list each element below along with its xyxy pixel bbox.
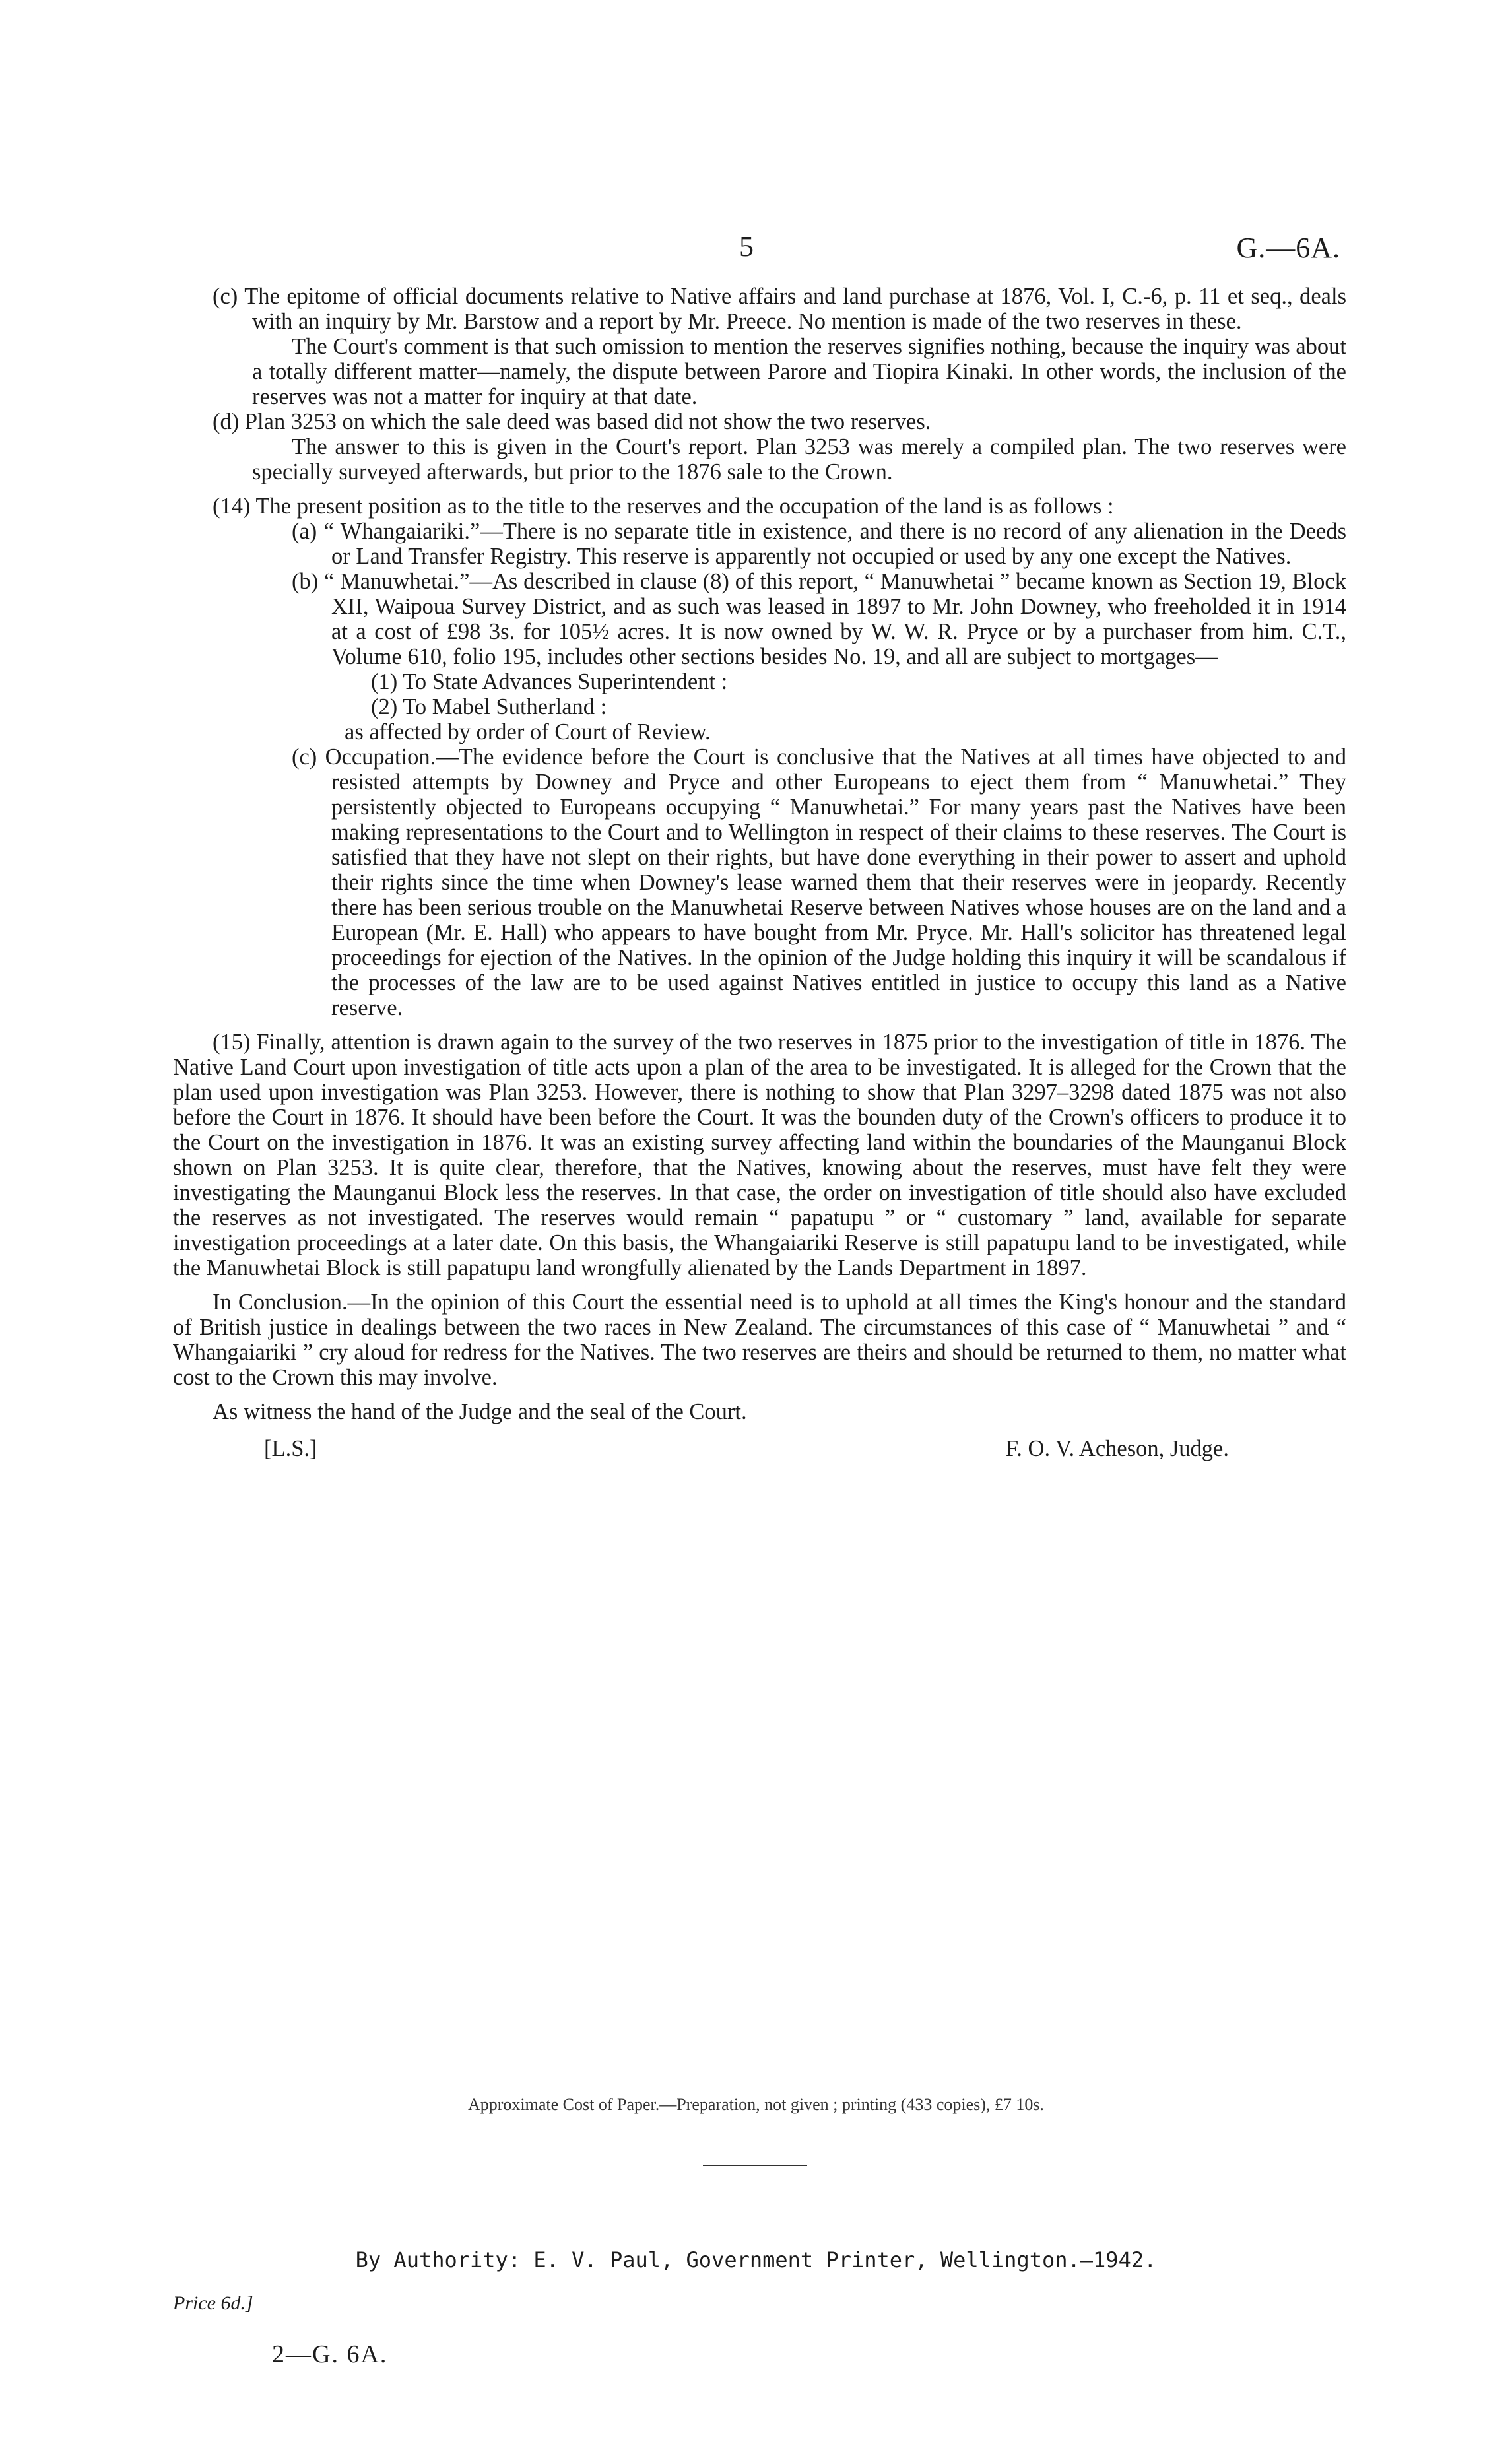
paragraph-14-b: (b) “ Manuwhetai.”—As described in clause (8) of this report, “ Manuwhetai ” became known as Section 19, Block XII, Waipoua Survey District, and as such was leased in 1897 to Mr. John Downey, who freeholded it in 1914 at a cost of £98 3s. for 105½ acres. It is now owned by W. W. R. Pryce or by a purchaser from him. C.T., Volume 610, folio 195, includes other sections besides No. 19, and all are subject to mortgages—	[292, 569, 1346, 669]
clause-d-answer: The answer to this is given in the Court's report. Plan 3253 was merely a compiled plan. The two reserves were specially surveyed afterwards, but prior to the 1876 sale to the Crown.	[252, 434, 1346, 484]
judge-signature: F. O. V. Acheson, Judge.	[1005, 1436, 1229, 1461]
signature-block	[173, 1424, 1346, 1465]
paragraph-15: (15) Finally, attention is drawn again to the survey of the two reserves in 1875 prior to the investigation of title in 1876. The Native Land Court upon investigation of title acts upon a plan of the area to be investigated. It is alleged for the Crown that the plan used upon investigation was Plan 3253. However, there is nothing to show that Plan 3297–3298 dated 1875 was not also before the Court in 1876. It should have been before the Court. It was the bounden duty of the Crown's officers to produce it to the Court on the investigation in 1876. It was an existing survey affecting land within the boundaries of the Maunganui Block shown on Plan 3253. It is quite clear, therefore, that the Natives, knowing about the reserves, must have felt they were investigating the Maunganui Block less the reserves. In that case, the order on investigation of title should also have excluded the reserves as not investigated. The reserves would remain “ papatupu ” or “ customary ” land, available for separate investigation proceedings at a later date. On this basis, the Whangaiariki Reserve is still papatupu land to be investigated, while the Manuwhetai Block is still papatupu land wrongfully alienated by the Lands Department in 1897.	[173, 1030, 1346, 1280]
mortgage-item: (2) To Mabel Sutherland :	[371, 694, 607, 719]
report-body	[173, 284, 1346, 1465]
cost-of-paper: Approximate Cost of Paper.—Preparation, not given ; printing (433 copies), £7 10s.	[467, 2095, 1045, 2114]
paper-reference: G.—6A.	[1236, 232, 1340, 264]
witness-line: As witness the hand of the Judge and the seal of the Court.	[213, 1399, 747, 1424]
seal-mark: [L.S.]	[264, 1436, 317, 1461]
clause-c-epitome: (c) The epitome of official documents relative to Native affairs and land purchase at 1876, Vol. I, C.-6, p. 11 et seq., deals with an inquiry by Mr. Barstow and a report by Mr. Preece. No mention is made of the two reserves in these.	[213, 284, 1346, 334]
printer-authority: By Authority: E. V. Paul, Government Printer, Wellington.—1942.	[355, 2247, 1157, 2272]
page-number: 5	[739, 230, 754, 263]
divider-rule	[703, 2165, 807, 2166]
price-label: Price 6d.]	[173, 2292, 253, 2314]
conclusion-paragraph: In Conclusion.—In the opinion of this Court the essential need is to uphold at all times the King's honour and the standard of British justice in dealings between the two races in New Zealand. The circumstances of this case of “ Manuwhetai ” and “ Whangaiariki ” cry aloud for redress for the Natives. The two reserves are theirs and should be returned to them, no matter what cost to the Crown this may involve.	[173, 1290, 1346, 1390]
paragraph-14-c-occupation: (c) Occupation.—The evidence before the Court is conclusive that the Natives at all times have objected to and resisted attempts by Downey and Pryce and other Europeans to eject them from “ Manuwhetai.” They persistently objected to Europeans occupying “ Manuwhetai.” For many years past the Natives have been making representations to the Court and to Wellington in respect of their claims to these reserves. The Court is satisfied that they have not slept on their rights, but have done everything in their power to assert and uphold their rights since the time when Downey's lease warned them that their reserves were in jeopardy. Recently there has been serious trouble on the Manuwhetai Reserve between Natives whose houses are on the land and a European (Mr. E. Hall) who appears to have bought from Mr. Pryce. Mr. Hall's solicitor has threatened legal proceedings for ejection of the Natives. In the opinion of the Judge holding this inquiry it will be scandalous if the processes of the law are to be used against Natives entitled in justice to occupy this land as a Native reserve.	[292, 744, 1346, 1020]
paragraph-14-a: (a) “ Whangaiariki.”—There is no separate title in existence, and there is no record of any alienation in the Deeds or Land Transfer Registry. This reserve is apparently not occupied or used by any one except the Natives.	[292, 519, 1346, 569]
paragraph-14-intro: (14) The present position as to the title to the reserves and the occupation of the land is as follows :	[213, 494, 1114, 519]
clause-c-comment: The Court's comment is that such omission to mention the reserves signifies nothing, because the inquiry was about a totally different matter—namely, the dispute between Parore and Tiopira Kinaki. In other words, the inclusion of the reserves was not a matter for inquiry at that date.	[252, 334, 1346, 409]
affected-by-order: as affected by order of Court of Review.	[345, 719, 711, 744]
clause-d-plan: (d) Plan 3253 on which the sale deed was based did not show the two reserves.	[213, 409, 931, 434]
sheet-signature: 2—G. 6A.	[272, 2340, 388, 2368]
mortgage-item: (1) To State Advances Superintendent :	[371, 669, 728, 694]
